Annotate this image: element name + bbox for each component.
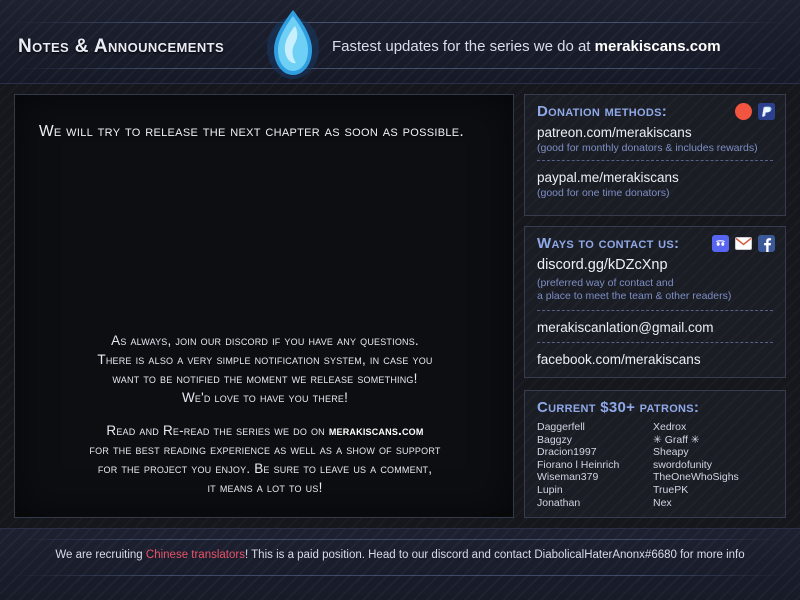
donation-card-title: Donation methods: [537,103,667,120]
header-site-link[interactable]: merakiscans.com [594,38,721,55]
contact-card-icons [712,235,775,252]
contact-card-title: Ways to contact us: [537,235,680,252]
note-support-line-1 [39,421,491,440]
list-item: Jonathan [537,496,581,509]
note-support-line-2: for the best reading experience as well as a show of support [89,442,441,457]
patrons-column-left [537,421,647,509]
paypal-note: (good for one time donators) [537,187,670,199]
page-header [0,0,800,84]
donation-methods-card [524,94,786,216]
list-item: Fiorano l Heinrich [537,458,620,471]
header-rule-top [14,22,786,23]
email-icon[interactable] [735,235,752,252]
list-item: Baggzy [537,433,573,446]
facebook-link[interactable]: facebook.com/merakiscans [537,352,701,367]
facebook-icon[interactable] [758,235,775,252]
patrons-card-title: Current $30+ patrons: [537,399,700,416]
footer-rule-bottom [14,575,786,576]
contact-divider-2 [537,342,773,343]
footer-rule-top [14,539,786,540]
contact-divider-1 [537,310,773,311]
list-item: Nex [653,496,672,509]
note-support-prefix: Read and Re-read the series we do on [106,423,329,438]
patreon-note: (good for monthly donators & includes rewards) [537,142,758,154]
note-support-block [39,421,491,497]
header-subtitle-text: Fastest updates for the series we do at [332,38,595,55]
note-discord-line-4: We'd love to have you there! [181,390,349,405]
header-rule-bottom [14,68,786,69]
note-support-site-link[interactable]: merakiscans.com [328,423,424,438]
list-item: Daggerfell [537,421,585,433]
patreon-link[interactable]: patreon.com/merakiscans [537,125,692,140]
recruitment-suffix: ! This is a paid position. Head to our discord and contact DiabolicalHaterAnonx#6680 for more info [244,549,745,561]
patreon-icon[interactable] [735,103,752,120]
donation-card-icons [735,103,775,120]
page-footer [0,528,800,600]
recruitment-notice [0,549,800,561]
recruitment-highlight: Chinese translators [145,549,245,561]
list-item: Lupin [537,483,563,496]
header-subtitle [332,38,721,55]
recruitment-prefix: We are recruiting [55,549,146,561]
paypal-link[interactable]: paypal.me/merakiscans [537,170,679,185]
note-discord-line-1: As always, join our discord if you have any questions. [111,333,419,348]
list-item: Xedrox [653,421,687,433]
patrons-card [524,390,786,518]
discord-note-line-2: a place to meet the team & other readers) [537,290,732,302]
list-item: TheOneWhoSighs [653,471,739,484]
patrons-column-right [653,421,773,509]
main-note-panel [14,94,514,518]
paypal-icon[interactable] [758,103,775,120]
note-discord-line-2: There is also a very simple notification system, in case you [97,352,433,367]
list-item: TruePK [653,483,689,496]
list-item: Wiseman379 [537,471,599,484]
note-discord-block [39,331,491,407]
discord-note-line-1: (preferred way of contact and [537,277,674,289]
list-item: Dracion1997 [537,446,597,459]
flame-droplet-logo-icon [265,4,321,82]
note-support-line-3: for the project you enjoy. Be sure to leave us a comment, [97,461,433,476]
list-item: ✳ Graff ✳ [653,433,700,446]
list-item: swordofunity [653,458,712,471]
discord-icon[interactable] [712,235,729,252]
list-item: Sheapy [653,446,689,459]
page-title: Notes & Announcements [18,36,225,57]
email-address[interactable]: merakiscanlation@gmail.com [537,320,714,335]
contact-methods-card [524,226,786,378]
donation-divider [537,160,773,161]
note-lead-text: We will try to release the next chapter as soon as possible. [39,123,464,140]
note-discord-line-3: want to be notified the moment we release something! [112,371,418,386]
discord-invite-link[interactable]: discord.gg/kDZcXnp [537,257,668,273]
note-support-line-4: it means a lot to us! [207,480,323,495]
